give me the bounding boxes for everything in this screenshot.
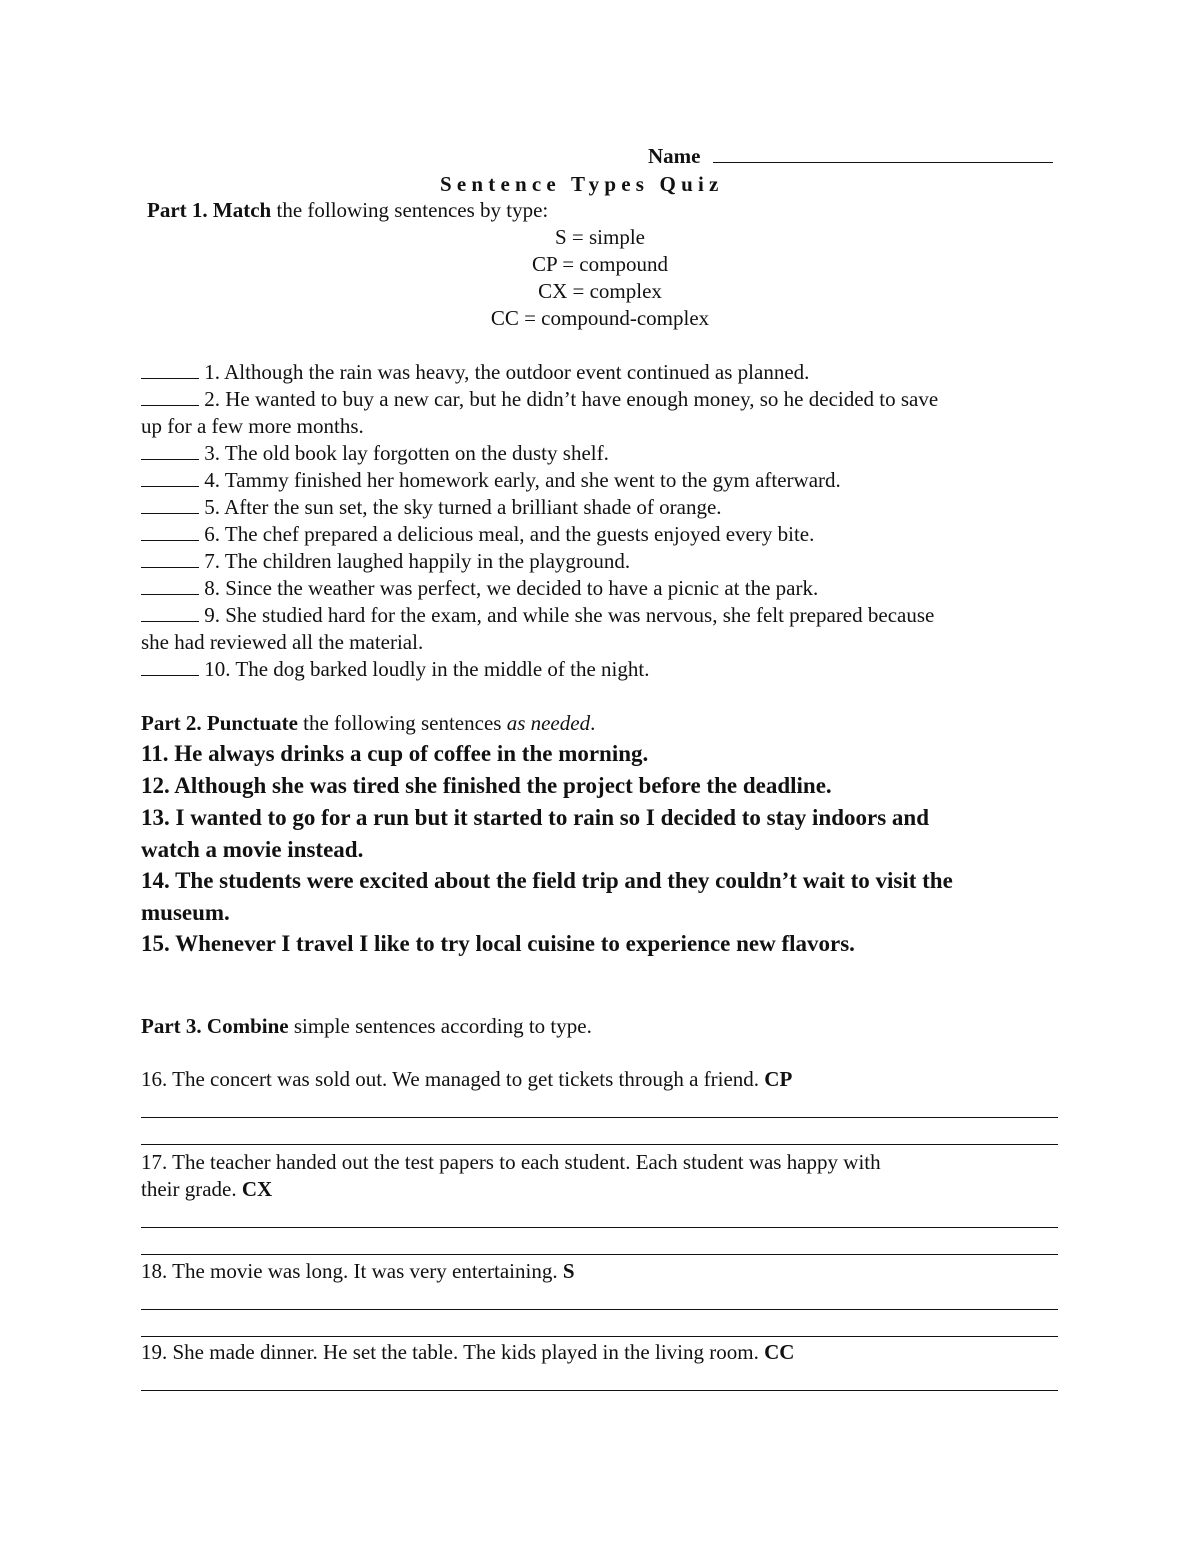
list-item: 9. She studied hard for the exam, and while she was nervous, she felt prepared because (141, 602, 934, 629)
list-item: 4. Tammy finished her homework early, and she went to the gym afterward. (141, 467, 841, 494)
list-item-continuation: up for a few more months. (141, 414, 364, 438)
part3-instruction (141, 1013, 592, 1040)
answer-line-18a[interactable] (141, 1309, 1058, 1310)
type-tag: S (562, 1259, 575, 1283)
answer-blank-10[interactable] (141, 657, 199, 676)
question-18: 18. The movie was long. It was very entertaining. S (141, 1259, 575, 1283)
answer-line-16b[interactable] (141, 1144, 1058, 1145)
list-item: 7. The children laughed happily in the playground. (141, 548, 630, 575)
sentence-12: 12. Although she was tired she finished the project before the deadline. (141, 773, 832, 798)
part2-verb: Punctuate (206, 711, 298, 735)
answer-line-19a[interactable] (141, 1390, 1058, 1391)
list-item: 10. The dog barked loudly in the middle of the night. (141, 656, 649, 683)
list-item: 8. Since the weather was perfect, we decided to have a picnic at the park. (141, 575, 818, 602)
question-19: 19. She made dinner. He set the table. The kids played in the living room. CC (141, 1340, 795, 1364)
list-item: 6. The chef prepared a delicious meal, and the guests enjoyed every bite. (141, 521, 814, 548)
list-item: 2. He wanted to buy a new car, but he didn’t have enough money, so he decided to save (141, 386, 938, 413)
part2-instruction: Part 2. Punctuate the following sentences as needed. (141, 711, 596, 735)
part1-instruction (147, 197, 548, 224)
list-item: 1. Although the rain was heavy, the outdoor event continued as planned. (141, 359, 809, 386)
part1-verb: Match (212, 198, 272, 222)
name-field[interactable] (713, 143, 1053, 170)
answer-blank-3[interactable] (141, 441, 199, 460)
part1-instruction-text: the following sentences by type: (276, 198, 549, 222)
part3-verb: Combine (206, 1014, 289, 1038)
answer-blank-4[interactable] (141, 468, 199, 487)
part1-label: Part 1. (147, 198, 208, 222)
part2-label: Part 2. (141, 711, 202, 735)
answer-blank-6[interactable] (141, 522, 199, 541)
list-item: 5. After the sun set, the sky turned a brilliant shade of orange. (141, 494, 722, 521)
answer-blank-2[interactable] (141, 387, 199, 406)
sentence-13-continuation: watch a movie instead. (141, 837, 364, 862)
answer-blank-1[interactable] (141, 360, 199, 379)
sentence-15: 15. Whenever I travel I like to try local cuisine to experience new flavors. (141, 931, 855, 956)
answer-blank-8[interactable] (141, 576, 199, 595)
quiz-title: Sentence Types Quiz (440, 172, 724, 196)
question-16: 16. The concert was sold out. We managed to get tickets through a friend. CP (141, 1067, 793, 1091)
sentence-11: 11. He always drinks a cup of coffee in the morning. (141, 741, 649, 766)
key-compound: CP = compound (532, 252, 668, 276)
answer-blank-5[interactable] (141, 495, 199, 514)
answer-blank-7[interactable] (141, 549, 199, 568)
part3-label: Part 3. (141, 1014, 202, 1038)
key-simple: S = simple (554, 225, 646, 249)
answer-blank-9[interactable] (141, 603, 199, 622)
key-compound-complex: CC = compound-complex (490, 306, 710, 330)
sentence-13: 13. I wanted to go for a run but it started to rain so I decided to stay indoors and (141, 805, 930, 830)
sentence-14: 14. The students were excited about the field trip and they couldn’t wait to visit the (141, 868, 953, 893)
name-label: Name (648, 144, 701, 168)
answer-line-17a[interactable] (141, 1227, 1058, 1228)
list-item: 3. The old book lay forgotten on the dusty shelf. (141, 440, 609, 467)
sentence-14-continuation: museum. (141, 900, 230, 925)
list-item-continuation: she had reviewed all the material. (141, 630, 424, 654)
answer-line-16a[interactable] (141, 1117, 1058, 1118)
type-tag: CP (764, 1067, 793, 1091)
key-complex: CX = complex (538, 279, 662, 303)
answer-line-18b[interactable] (141, 1336, 1058, 1337)
answer-line-17b[interactable] (141, 1254, 1058, 1255)
question-17-continuation: their grade. CX (141, 1177, 273, 1201)
type-tag: CC (764, 1340, 795, 1364)
part2-instruction-italic: as needed (506, 711, 591, 735)
type-tag: CX (241, 1177, 273, 1201)
part3-instruction-text: simple sentences according to type. (293, 1014, 592, 1038)
part2-instruction-text: the following sentences (303, 711, 502, 735)
question-17: 17. The teacher handed out the test papers to each student. Each student was happy with (141, 1150, 881, 1174)
